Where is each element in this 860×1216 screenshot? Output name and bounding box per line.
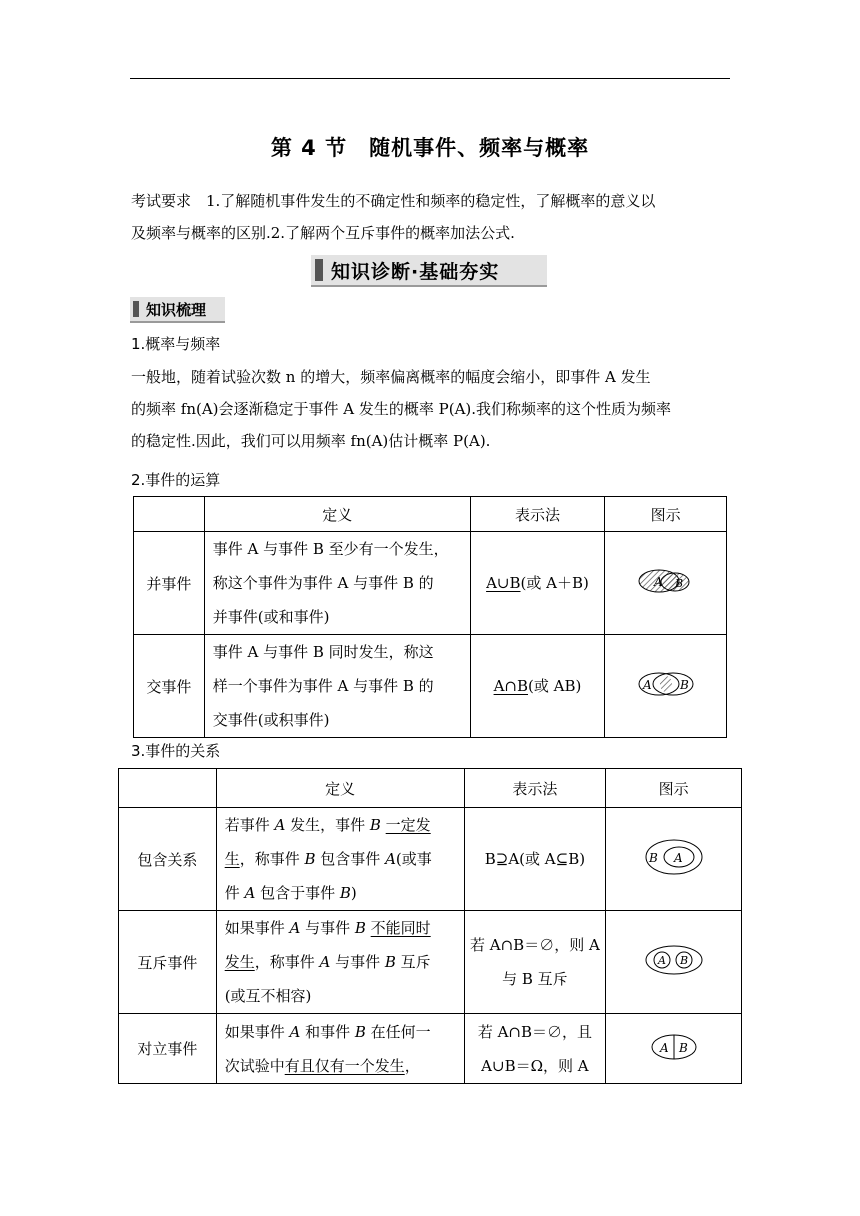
svg-text:A: A <box>653 575 663 589</box>
row-diagram <box>606 911 742 1014</box>
header-definition: 定义 <box>216 769 464 808</box>
svg-text:A: A <box>657 954 666 967</box>
header-empty <box>119 769 217 808</box>
svg-text:B: B <box>678 1040 688 1055</box>
table-row <box>119 911 742 1014</box>
svg-text:B: B <box>674 577 683 590</box>
svg-text:A: A <box>659 1040 669 1055</box>
subsection-banner <box>130 297 225 323</box>
svg-text:A: A <box>642 678 652 692</box>
row-diagram <box>605 532 727 635</box>
table-row <box>134 532 727 635</box>
header-definition: 定义 <box>204 497 470 532</box>
definition-line: 件 A 包含于事件 B) <box>224 884 357 902</box>
row-definition <box>216 911 464 1014</box>
row-definition <box>204 532 470 635</box>
svg-text:A: A <box>673 851 683 865</box>
complementary-venn-icon <box>649 1032 699 1062</box>
row-notation <box>470 635 605 738</box>
notation-rest: (或 A＋B) <box>520 574 589 592</box>
row-notation <box>470 532 605 635</box>
row-diagram <box>605 635 727 738</box>
notation-main: A∪B <box>486 574 521 592</box>
notation-rest: (或 AB) <box>528 677 582 695</box>
definition-line: 如果事件 A 与事件 B 不能同时 <box>224 919 431 937</box>
definition-line: (或互不相容) <box>224 987 312 1005</box>
notation-line: A∪B＝Ω，则 A <box>481 1056 589 1075</box>
section-1-heading: 1.概率与频率 <box>131 335 221 353</box>
row-notation: B⊇A(或 A⊆B) <box>464 808 606 911</box>
paragraph-line: 一般地，随着试验次数 n 的增大，频率偏离概率的幅度会缩小，即事件 A 发生 <box>131 368 651 386</box>
page-title: 第 4 节 随机事件、频率与概率 <box>270 136 590 160</box>
requirements-line-1: 考试要求 1.了解随机事件发生的不确定性和频率的稳定性，了解概率的意义以 <box>131 192 656 210</box>
exam-requirements <box>131 185 731 249</box>
header-empty <box>134 497 205 532</box>
definition-line: 交事件(或积事件) <box>212 711 330 729</box>
header-rule <box>130 78 730 79</box>
table-row <box>134 635 727 738</box>
section-1-paragraph <box>131 361 731 457</box>
row-definition <box>216 808 464 911</box>
subsection-bar-icon <box>133 301 139 317</box>
header-diagram: 图示 <box>605 497 727 532</box>
paragraph-line: 的频率 fn(A)会逐渐稳定于事件 A 发生的概率 P(A).我们称频率的这个性质为频率 <box>131 400 672 418</box>
table-row <box>119 808 742 911</box>
section-3-heading: 3.事件的关系 <box>131 742 221 760</box>
definition-line: 发生，称事件 A 与事件 B 互斥 <box>224 953 431 971</box>
definition-line: 事件 A 与事件 B 同时发生，称这 <box>212 643 434 661</box>
definition-line: 样一个事件为事件 A 与事件 B 的 <box>212 677 434 695</box>
notation-line: 若 A∩B＝∅，且 <box>477 1022 593 1041</box>
header-diagram: 图示 <box>606 769 742 808</box>
svg-text:B: B <box>648 851 658 865</box>
row-definition <box>216 1014 464 1084</box>
header-notation: 表示法 <box>470 497 605 532</box>
table-header-row <box>134 497 727 532</box>
svg-text:B: B <box>679 678 689 692</box>
row-diagram <box>606 808 742 911</box>
notation-line: 若 A∩B＝∅，则 A <box>470 936 600 954</box>
row-name: 并事件 <box>134 532 205 635</box>
requirements-line-2: 及频率与概率的区别.2.了解两个互斥事件的概率加法公式. <box>131 224 515 242</box>
definition-line: 如果事件 A 和事件 B 在任何一 <box>224 1022 431 1041</box>
row-name: 交事件 <box>134 635 205 738</box>
row-name: 包含关系 <box>119 808 217 911</box>
inclusion-venn-icon <box>643 837 705 877</box>
mutually-exclusive-venn-icon <box>643 943 705 977</box>
paragraph-line: 的稳定性.因此，我们可以用频率 fn(A)估计概率 P(A). <box>131 432 491 450</box>
section-2-heading: 2.事件的运算 <box>131 471 221 489</box>
definition-line: 事件 A 与事件 B 至少有一个发生， <box>212 540 449 558</box>
banner-bar-icon <box>315 259 323 281</box>
union-venn-icon <box>635 566 697 596</box>
event-relations-table <box>118 768 742 1084</box>
row-diagram <box>606 1014 742 1084</box>
table-row <box>119 1014 742 1084</box>
notation-line: 与 B 互斥 <box>502 970 568 988</box>
definition-line: 若事件 A 发生，事件 B 一定发 <box>224 816 431 834</box>
event-operations-table <box>133 496 727 738</box>
table-header-row <box>119 769 742 808</box>
intersection-venn-icon <box>635 669 697 699</box>
svg-text:B: B <box>679 954 688 967</box>
row-name: 互斥事件 <box>119 911 217 1014</box>
row-notation <box>464 1014 606 1084</box>
subsection-label: 知识梳理 <box>146 301 207 319</box>
definition-line: 称这个事件为事件 A 与事件 B 的 <box>212 574 434 592</box>
row-notation <box>464 911 606 1014</box>
section-banner <box>311 255 547 287</box>
header-notation: 表示法 <box>464 769 606 808</box>
row-definition <box>204 635 470 738</box>
definition-line: 并事件(或和事件) <box>212 608 330 626</box>
definition-line: 次试验中有且仅有一个发生， <box>224 1056 420 1075</box>
definition-line: 生，称事件 B 包含事件 A(或事 <box>224 850 432 868</box>
notation-main: A∩B <box>493 677 529 695</box>
banner-label: 知识诊断·基础夯实 <box>331 261 500 283</box>
row-name: 对立事件 <box>119 1014 217 1084</box>
